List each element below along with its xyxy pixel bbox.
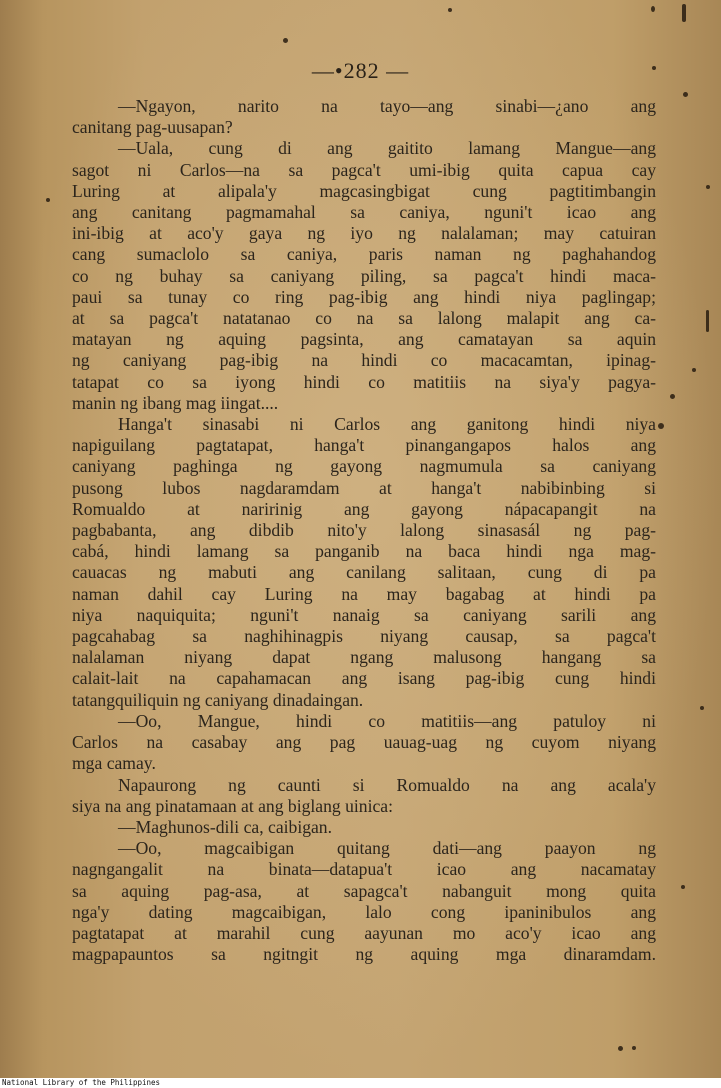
text-line: cauacas ng mabuti ang canilang salitaan, cung di pa	[72, 562, 656, 583]
text-line: Romualdo at naririnig ang gayong nápacapangit na	[72, 498, 656, 519]
ink-spot	[632, 1046, 636, 1050]
text-line: matayan ng aquing pagsinta, ang camatayan sa aquin	[72, 329, 656, 350]
ink-spot	[46, 198, 50, 202]
ink-spot	[283, 38, 288, 43]
page-number: —•282 —	[311, 58, 410, 83]
text-line: cang sumaclolo sa caniya, paris naman ng paghahandog	[72, 244, 656, 265]
text-line: paui sa tunay co ring pag-ibig ang hindi niya paglingap;	[72, 286, 656, 307]
text-line: Luring at alipala'y magcasingbigat cung pagtitimbangin	[72, 180, 656, 201]
text-line: canitang pag-uusapan?	[72, 117, 233, 138]
text-line: magpapauntos sa ngitngit ng aquing mga dinaramdam.	[72, 944, 656, 965]
ink-spot	[706, 185, 710, 189]
page-body	[72, 96, 656, 965]
text-line: ang canitang pagmamahal sa caniya, nguni't icao ang	[72, 202, 656, 223]
text-line: nagngangalit na binata—datapua't icao ang nacamatay	[72, 859, 656, 880]
text-line: manin ng ibang mag iingat....	[72, 392, 279, 413]
text-line: Carlos na casabay ang pag uauag-uag ng cuyom niyang	[72, 732, 656, 753]
footer-bar	[0, 1078, 721, 1088]
text-line: ini-ibig at aco'y gaya ng iyo ng nalalaman; may catuiran	[72, 223, 656, 244]
ink-spot	[448, 8, 452, 12]
text-line: napiguilang pagtatapat, hanga't pinangangapos halos ang	[72, 435, 656, 456]
ink-spot	[700, 706, 704, 710]
ink-spot	[706, 310, 709, 332]
text-line: tatapat co sa iyong hindi co matitiis na siya'y pagya-	[72, 371, 656, 392]
ink-spot	[683, 92, 688, 97]
ink-spot	[682, 4, 686, 22]
ink-spot	[618, 1046, 623, 1051]
text-line: —Maghunos-dili ca, caibigan.	[118, 816, 333, 837]
text-line: at sa pagca't natatanao co na sa lalong malapit ang ca-	[72, 308, 656, 329]
text-line: nga'y dating magcaibigan, lalo cong ipaninibulos ang	[72, 901, 656, 922]
text-line: pagcahabag sa naghihinagpis niyang causap, sa pagca't	[72, 626, 656, 647]
text-line: niya naquiquita; nguni't nanaig sa caniyang sarili ang	[72, 604, 656, 625]
text-line: nalalaman niyang dapat ngang malusong hangang sa	[72, 647, 656, 668]
ink-spot	[651, 6, 655, 12]
text-line: sa aquing pag-asa, at sapagca't nabanguit mong quita	[72, 880, 656, 901]
text-line: tatangquiliquin ng caniyang dinadaingan.	[72, 689, 364, 710]
ink-spot	[658, 423, 664, 429]
ink-spot	[681, 885, 685, 889]
text-line: Napaurong ng caunti si Romualdo na ang acala'y	[118, 774, 656, 795]
text-line: siya na ang pinatamaan at ang biglang uinica:	[72, 795, 393, 816]
text-line: co ng buhay sa caniyang piling, sa pagca't hindi maca-	[72, 265, 656, 286]
text-line: —Uala, cung di ang gaitito lamang Mangue—ang	[118, 138, 656, 159]
text-line: —Ngayon, narito na tayo—ang sinabi—¿ano ang	[118, 96, 656, 116]
text-line: cabá, hindi lamang sa panganib na baca hindi nga mag-	[72, 541, 656, 562]
text-line: Hanga't sinasabi ni Carlos ang ganitong hindi niya	[118, 414, 656, 435]
text-line: —Oo, magcaibigan quitang dati—ang paayon ng	[118, 838, 656, 859]
text-line: —Oo, Mangue, hindi co matitiis—ang patuloy ni	[118, 710, 656, 731]
text-line: calait-lait na capahamacan ang isang pag-ibig cung hindi	[72, 668, 656, 689]
text-line: pusong lubos nagdaramdam at hanga't nabibinbing si	[72, 477, 656, 498]
library-credit: National Library of the Philippines	[2, 1078, 161, 1087]
text-line: sagot ni Carlos—na sa pagca't umi-ibig quita capua cay	[72, 159, 656, 180]
ink-spot	[692, 368, 696, 372]
text-line: mga camay.	[72, 753, 156, 774]
text-line: ng caniyang pag-ibig na hindi co macacamtan, ipinag-	[72, 350, 656, 371]
text-line: pagtatapat at marahil cung aayunan mo aco'y icao ang	[72, 922, 656, 943]
text-line: pagbabanta, ang dibdib nito'y lalong sinasasál ng pag-	[72, 520, 656, 541]
ink-spot	[670, 394, 675, 399]
text-line: naman dahil cay Luring na may bagabag at hindi pa	[72, 583, 656, 604]
text-line: caniyang paghinga ng gayong nagmumula sa caniyang	[72, 456, 656, 477]
